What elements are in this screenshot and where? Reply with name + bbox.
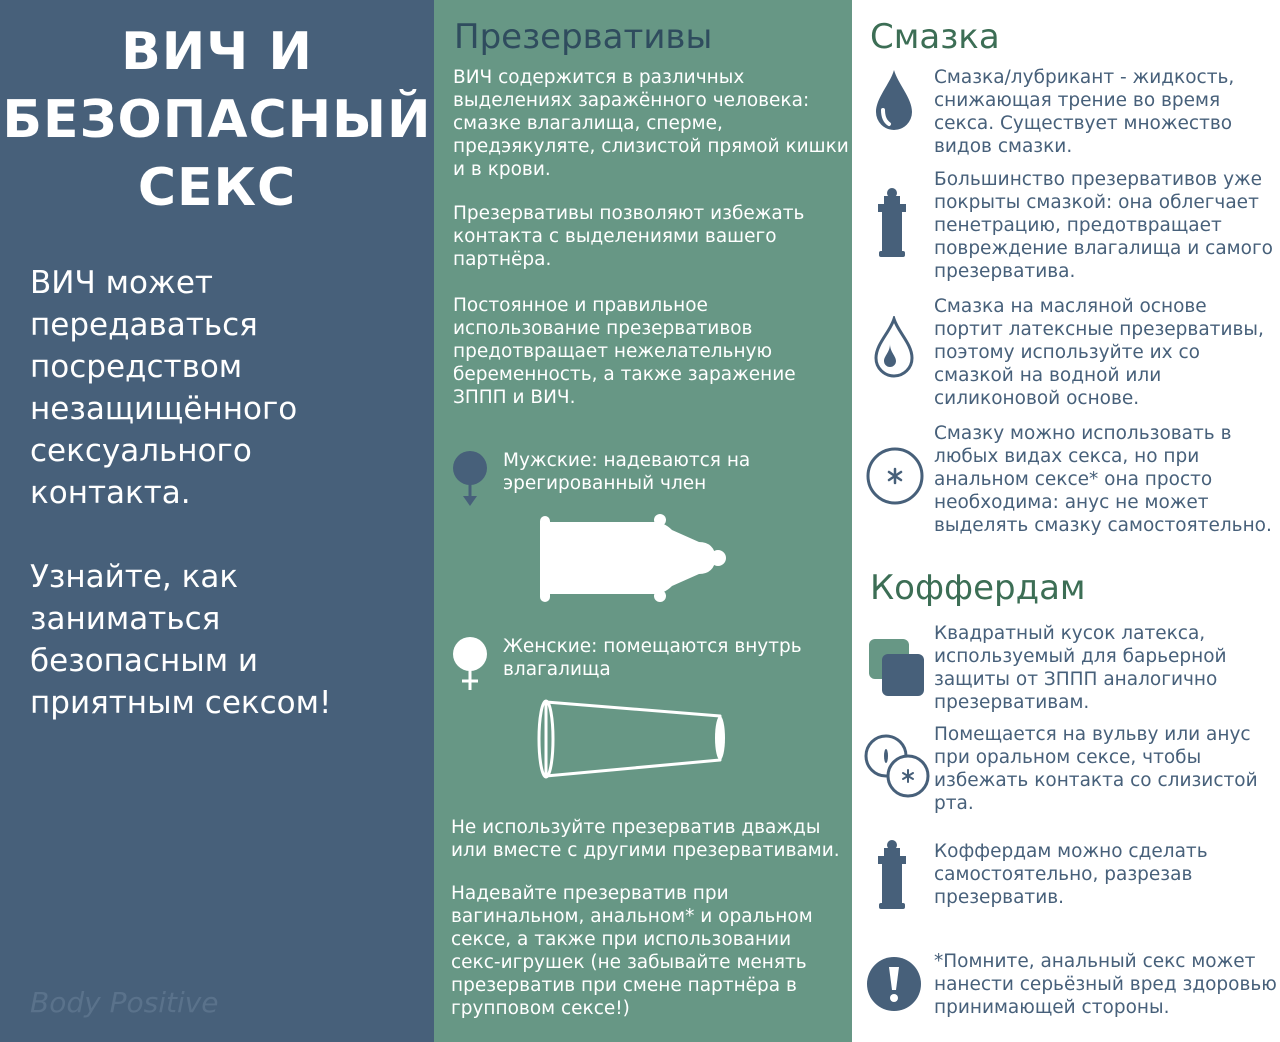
intro-column bbox=[0, 0, 434, 1042]
condom-icon bbox=[876, 840, 908, 910]
lube-and-dam-column bbox=[852, 0, 1280, 1042]
text-line: влагалища bbox=[503, 659, 611, 680]
drop-icon bbox=[874, 68, 914, 134]
text-line: Смазку можно использовать в bbox=[934, 423, 1232, 444]
female-condom-icon bbox=[536, 696, 732, 782]
warning-text bbox=[934, 950, 1277, 1019]
text-line: Надевайте презерватив при bbox=[451, 883, 729, 904]
text-line: контакта. bbox=[30, 475, 191, 511]
text-line: или вместе с другими презервативами. bbox=[451, 840, 840, 861]
text-line: видов смазки. bbox=[934, 136, 1073, 157]
text-line: секс-игрушек (не забывайте менять bbox=[451, 952, 807, 973]
text-line: *Помните, анальный секс может bbox=[934, 951, 1256, 972]
vulva-anus-icon bbox=[864, 734, 932, 798]
text-line: заниматься bbox=[30, 601, 221, 637]
lube-item-text bbox=[934, 422, 1272, 537]
text-line: Женские: помещаются внутрь bbox=[503, 636, 802, 657]
text-line: презервативам. bbox=[934, 692, 1090, 713]
lube-item-text bbox=[934, 66, 1234, 158]
male-symbol-icon bbox=[452, 450, 488, 508]
female-symbol-icon bbox=[452, 636, 488, 692]
text-line: предотвращает нежелательную bbox=[453, 341, 773, 362]
text-line: сексе, а также при использовании bbox=[451, 929, 792, 950]
text-line: сексуального bbox=[30, 433, 252, 469]
text-line: Постоянное и правильное bbox=[453, 295, 708, 316]
text-line: использование презервативов bbox=[453, 318, 753, 339]
text-line: Не используйте презерватив дважды bbox=[451, 817, 821, 838]
text-line: Большинство презервативов уже bbox=[934, 169, 1263, 190]
text-line: беременность, а также заражение bbox=[453, 364, 796, 385]
female-condom-text bbox=[503, 635, 802, 681]
text-line: необходима: анус не может bbox=[934, 492, 1209, 513]
text-line: самостоятельно, разрезав bbox=[934, 864, 1193, 885]
text-line: ЗППП и ВИЧ. bbox=[453, 387, 576, 408]
text-line: покрыты смазкой: она облегчает bbox=[934, 192, 1259, 213]
text-line: и в крови. bbox=[453, 159, 551, 180]
dam-item-text bbox=[934, 622, 1227, 714]
text-line: защиты от ЗППП аналогично bbox=[934, 669, 1218, 690]
dam-item-text bbox=[934, 840, 1208, 909]
text-line: Презервативы позволяют избежать bbox=[453, 203, 805, 224]
lube-item-text bbox=[934, 168, 1273, 283]
text-line: презерватива. bbox=[934, 261, 1076, 282]
text-line: посредством bbox=[30, 349, 243, 385]
text-line: презерватив. bbox=[934, 887, 1065, 908]
text-line: избежать контакта со слизистой bbox=[934, 770, 1258, 791]
text-line: ВИЧ может bbox=[30, 265, 213, 301]
text-line: эрегированный член bbox=[503, 473, 707, 494]
text-line: приятным сексом! bbox=[30, 685, 332, 721]
text-line: незащищённого bbox=[30, 391, 298, 427]
text-line: при оральном сексе, чтобы bbox=[934, 747, 1202, 768]
text-line: секса. Существует множество bbox=[934, 113, 1233, 134]
text-line: партнёра. bbox=[453, 249, 552, 270]
text-line: контакта с выделениями вашего bbox=[453, 226, 777, 247]
text-line: смазкой на водной или bbox=[934, 365, 1162, 386]
text-line: снижающая трение во время bbox=[934, 90, 1221, 111]
condoms-paragraph bbox=[453, 294, 796, 409]
condoms-column bbox=[434, 0, 852, 1042]
text-line: Коффердам можно сделать bbox=[934, 841, 1208, 862]
text-line: используемый для барьерной bbox=[934, 646, 1227, 667]
condoms-paragraph bbox=[451, 816, 840, 862]
text-line: безопасным и bbox=[30, 643, 259, 679]
text-line: групповом сексе!) bbox=[451, 998, 630, 1019]
text-line: выделять смазку самостоятельно. bbox=[934, 515, 1272, 536]
text-line: принимающей стороны. bbox=[934, 997, 1170, 1018]
title-line: ВИЧ И bbox=[121, 22, 313, 82]
text-line: рта. bbox=[934, 793, 974, 814]
title-line: БЕЗОПАСНЫЙ bbox=[2, 90, 432, 150]
text-line: смазке влагалища, сперме, bbox=[453, 113, 723, 134]
text-line: Мужские: надеваются на bbox=[503, 450, 751, 471]
watermark: Body Positive bbox=[30, 986, 219, 1019]
lube-item-text bbox=[934, 295, 1264, 410]
text-line: нанести серьёзный вред здоровью bbox=[934, 974, 1277, 995]
male-condom-icon bbox=[534, 512, 734, 606]
text-line: Смазка на масляной основе bbox=[934, 296, 1207, 317]
text-line: передаваться bbox=[30, 307, 258, 343]
intro-text bbox=[30, 262, 420, 514]
text-line: Помещается на вульву или анус bbox=[934, 724, 1251, 745]
text-line: пенетрацию, предотвращает bbox=[934, 215, 1222, 236]
male-condom-text bbox=[503, 449, 750, 495]
exclamation-icon bbox=[866, 956, 922, 1012]
condoms-paragraph bbox=[453, 202, 804, 271]
text-line: ВИЧ содержится в различных bbox=[453, 67, 745, 88]
condoms-paragraph bbox=[453, 66, 849, 181]
lube-heading: Смазка bbox=[870, 17, 1000, 57]
text-line: поэтому используйте их со bbox=[934, 342, 1200, 363]
text-line: любых видах секса, но при bbox=[934, 446, 1200, 467]
anus-icon bbox=[866, 447, 924, 505]
page-title bbox=[0, 18, 434, 222]
text-line: Смазка/лубрикант - жидкость, bbox=[934, 67, 1235, 88]
text-line: предэякуляте, слизистой прямой кишки bbox=[453, 136, 849, 157]
text-line: Квадратный кусок латекса, bbox=[934, 623, 1206, 644]
text-line: вагинальном, анальном* и оральном bbox=[451, 906, 813, 927]
squares-icon bbox=[868, 638, 926, 698]
dam-item-text bbox=[934, 723, 1258, 815]
drop-outline-icon bbox=[872, 316, 916, 380]
text-line: силиконовой основе. bbox=[934, 388, 1140, 409]
text-line: анальном сексе* она просто bbox=[934, 469, 1213, 490]
condom-icon bbox=[876, 188, 908, 258]
condoms-paragraph bbox=[451, 882, 813, 1020]
text-line: портит латексные презервативы, bbox=[934, 319, 1264, 340]
text-line: Узнайте, как bbox=[30, 559, 239, 595]
title-line: СЕКС bbox=[137, 158, 297, 218]
condoms-heading: Презервативы bbox=[454, 17, 713, 57]
dam-heading: Коффердам bbox=[870, 568, 1086, 608]
call-to-action-text bbox=[30, 556, 420, 724]
text-line: повреждение влагалища и самого bbox=[934, 238, 1273, 259]
text-line: презерватив при смене партнёра в bbox=[451, 975, 797, 996]
text-line: выделениях заражённого человека: bbox=[453, 90, 810, 111]
